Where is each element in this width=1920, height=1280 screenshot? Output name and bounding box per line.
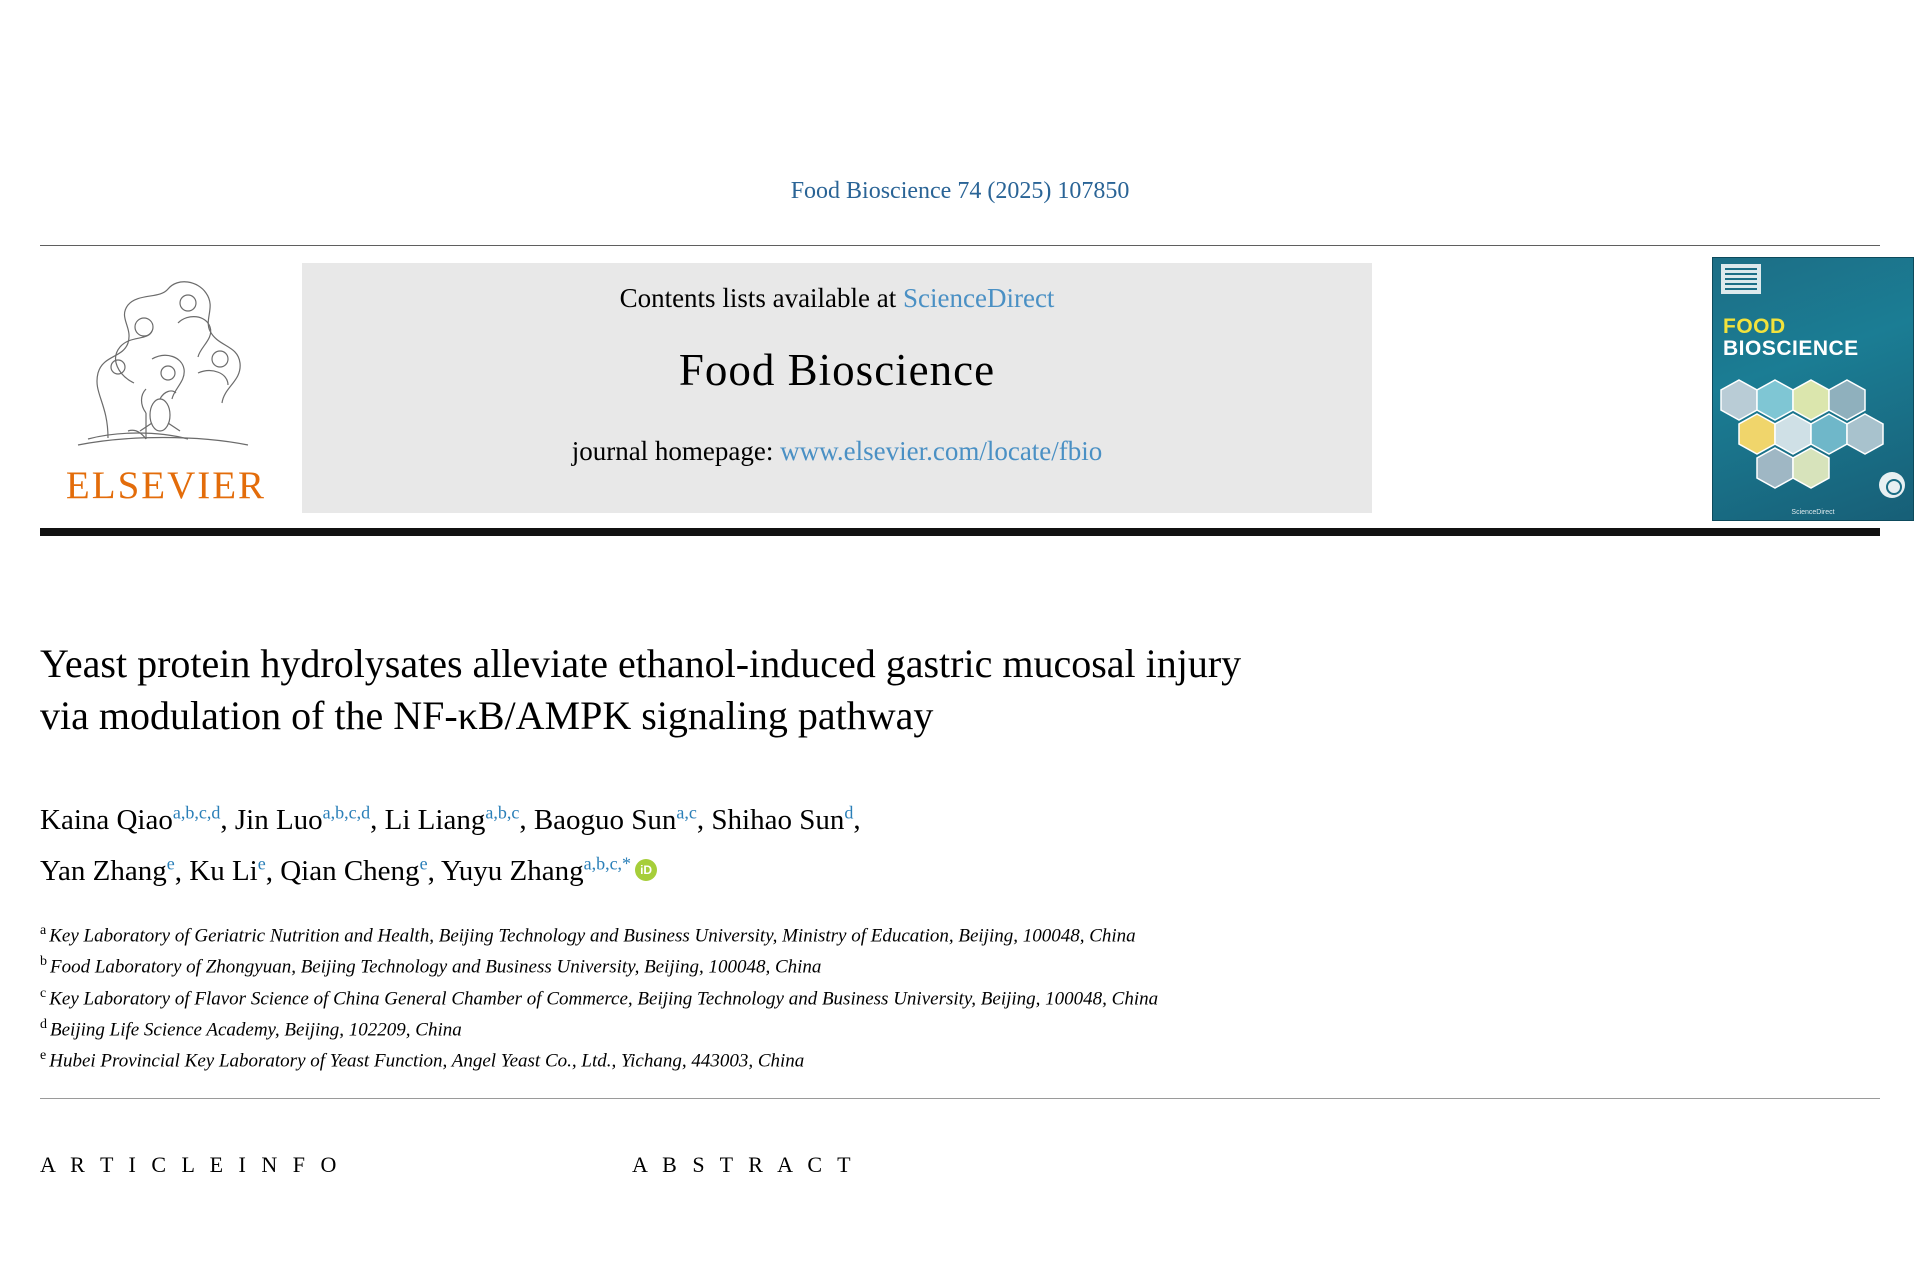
affiliation-item [40,981,1740,1012]
author[interactable] [385,804,520,836]
affiliation-text: Beijing Life Science Academy, Beijing, 102209, China [50,1019,462,1041]
elsevier-wordmark: ELSEVIER [65,464,267,507]
author[interactable] [534,804,697,836]
journal-homepage-link[interactable]: www.elsevier.com/locate/fbio [780,436,1103,466]
affiliation-text: Key Laboratory of Flavor Science of China General Chamber of Commerce, Beijing Technology and Business University, Beijing, 100048, China [49,987,1159,1009]
running-head: Food Bioscience 74 (2025) 107850 [790,178,1130,204]
abstract-heading: A B S T R A C T [632,1152,856,1177]
affiliation-item [40,949,1740,980]
homepage-prefix: journal homepage: [571,436,781,466]
title-line-1: Yeast protein hydrolysates alleviate ethanol-induced gastric mucosal injury [40,641,1242,686]
masthead-bottom-rule [40,528,1880,536]
cover-barcode-icon [1721,264,1761,294]
orcid-icon[interactable]: iD [635,859,657,881]
author-affiliation-marks: e [419,853,428,874]
author-separator: , [696,803,712,836]
affiliation-mark: a [40,923,47,938]
affiliation-item [40,1012,1740,1043]
author-separator: , [853,803,861,836]
journal-cover-thumbnail [1712,257,1914,521]
homepage-line [302,436,1372,467]
affiliation-list [40,918,1740,1075]
author-affiliation-marks: a,b,c,d [322,802,371,822]
author[interactable] [235,804,370,836]
author-separator: , [265,855,281,888]
affiliation-mark: c [40,985,47,1001]
author-affiliation-marks: a,c [676,802,697,822]
author-affiliation-marks: a,b,c,* [583,853,632,874]
affiliation-item [40,918,1740,949]
journal-banner [302,263,1372,513]
author-affiliation-marks: e [257,853,266,874]
author-separator: , [174,855,190,888]
author-separator: , [427,855,441,888]
cover-seal-icon [1879,472,1905,498]
author[interactable] [40,855,175,887]
cover-footer-label: ScienceDirect [1791,509,1835,516]
elsevier-logo [40,263,290,513]
cover-brand [1723,316,1859,360]
affiliation-text: Food Laboratory of Zhongyuan, Beijing Technology and Business University, Beijing, 100048, China [50,956,822,978]
author-affiliation-marks: a,b,c,d [172,802,221,822]
cover-hexagon-pattern [1719,370,1909,490]
affiliation-mark: e [40,1048,47,1064]
journal-masthead [40,245,1880,525]
contents-prefix: Contents lists available at [619,283,904,313]
author-name: Jin Luo [234,803,323,836]
author-name: Kaina Qiao [40,803,173,836]
affiliation-mark: d [40,1016,47,1032]
author[interactable] [40,804,220,836]
cover-brand-line1: FOOD [1723,315,1786,338]
author-separator: , [519,803,534,836]
affiliation-mark: b [40,954,47,970]
sciencedirect-link[interactable]: ScienceDirect [903,283,1055,313]
author-affiliation-marks: e [166,853,175,874]
author-name: Qian Cheng [280,855,420,888]
author[interactable] [280,855,427,887]
author-separator: , [220,803,235,836]
affiliation-item [40,1043,1740,1074]
article-info-heading: A R T I C L E I N F O [40,1152,342,1177]
author-name: Baoguo Sun [533,803,677,836]
author-affiliation-marks: a,b,c [485,802,520,822]
affiliation-text: Hubei Provincial Key Laboratory of Yeast Function, Angel Yeast Co., Ltd., Yichang, 443003, China [49,1050,805,1072]
author[interactable] [189,855,265,887]
elsevier-tree-icon [48,263,278,463]
article-info-divider [40,1098,1880,1099]
contents-line [302,283,1372,314]
cover-brand-line2: BIOSCIENCE [1723,337,1859,360]
author-name: Ku Li [189,855,258,888]
affiliation-text: Key Laboratory of Geriatric Nutrition and Health, Beijing Technology and Business University, Ministry of Education, Beijing, 100048, China [49,925,1136,947]
author[interactable] [441,855,631,887]
author-name: Yan Zhang [40,855,167,888]
author[interactable] [711,804,853,836]
author-name: Shihao Sun [711,803,845,836]
author-name: Yuyu Zhang [441,855,584,888]
page-title [40,638,1680,742]
author-list [40,790,1540,893]
journal-title: Food Bioscience [678,345,996,395]
title-line-2: via modulation of the NF-κB/AMPK signaling pathway [40,693,934,738]
author-name: Li Liang [384,803,486,836]
author-affiliation-marks: d [844,802,854,822]
author-separator: , [370,803,385,836]
masthead-top-rule [40,245,1880,246]
